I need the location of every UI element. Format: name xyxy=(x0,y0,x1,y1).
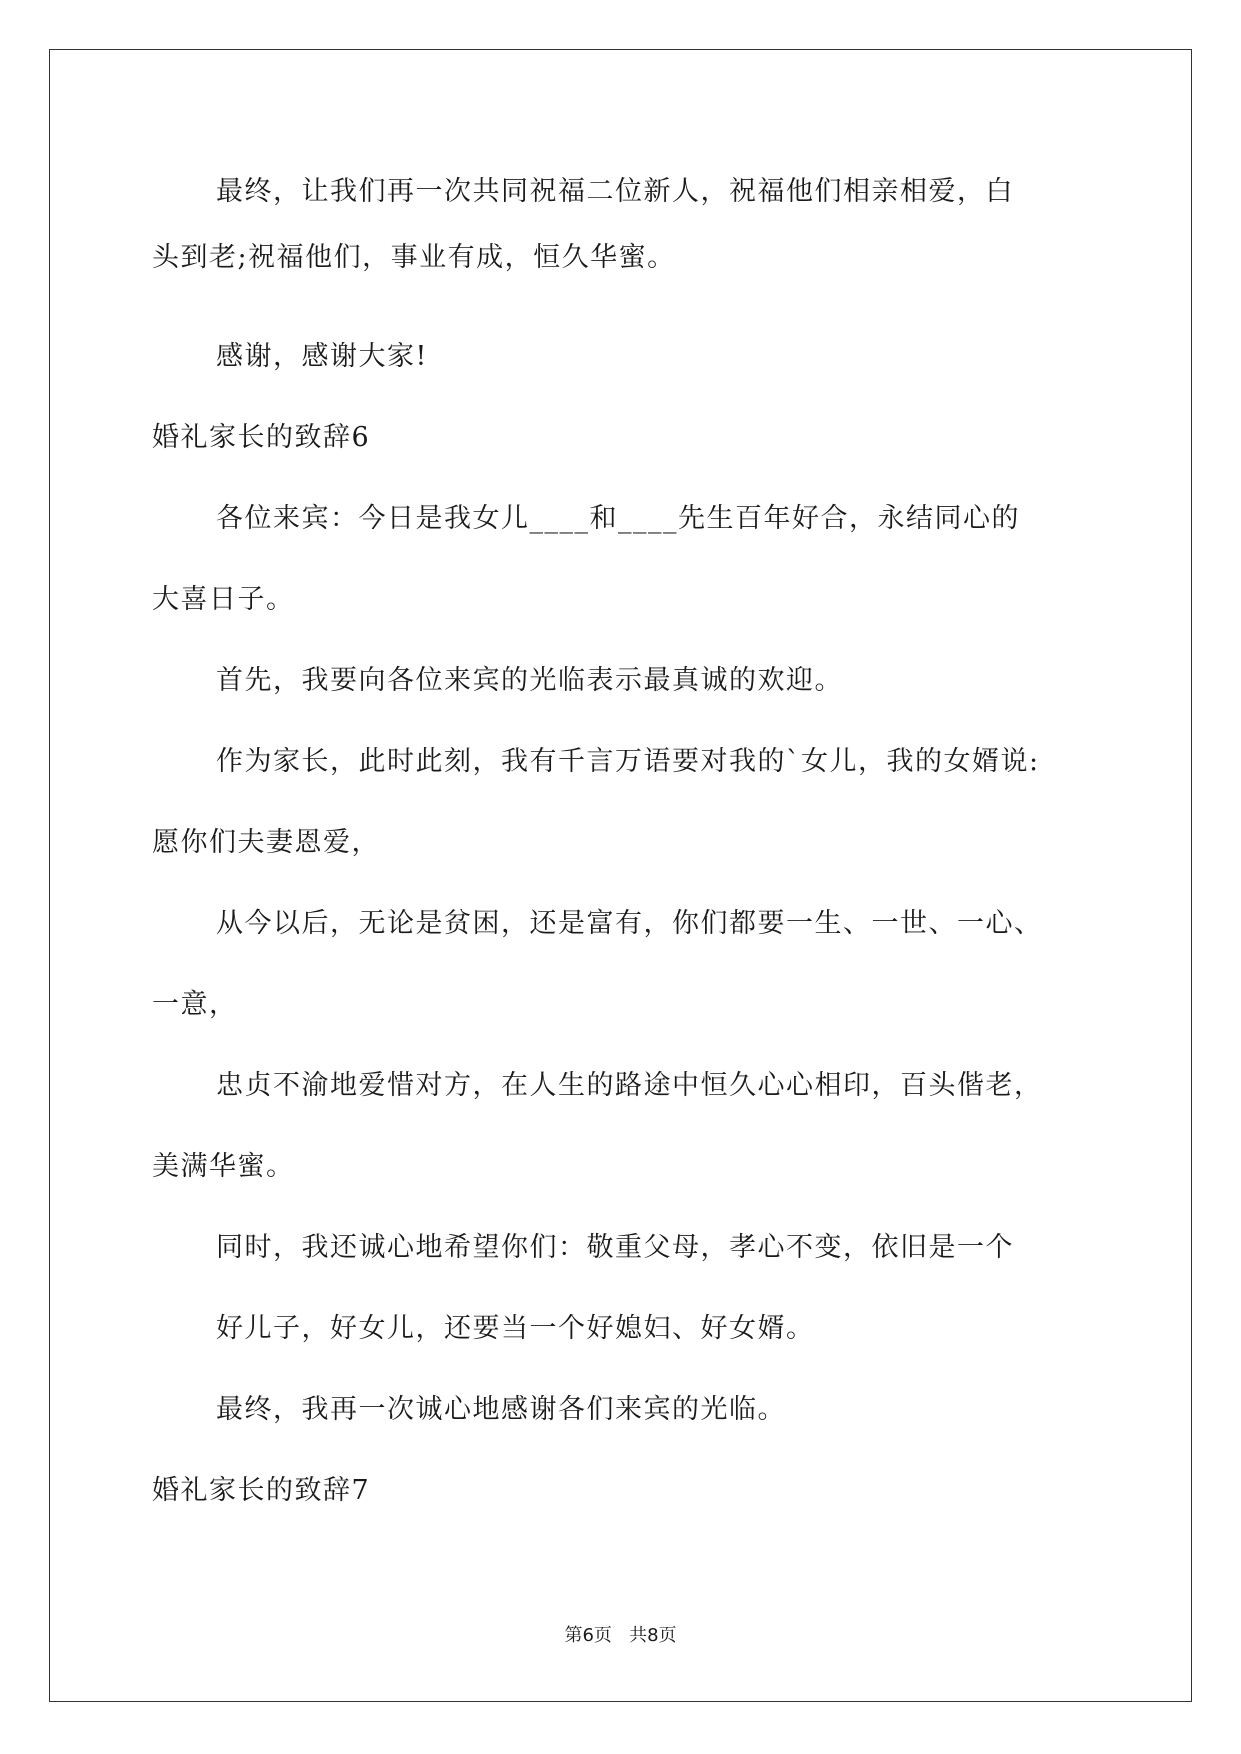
paragraph-line: 愿你们夫妻恩爱， xyxy=(152,827,380,858)
paragraph-line: 感谢，感谢大家! xyxy=(216,341,428,372)
section-heading: 婚礼家长的致辞6 xyxy=(152,422,371,453)
total-page-number: 8 xyxy=(647,1625,659,1646)
paragraph-line: 同时，我还诚心地希望你们：敬重父母，孝心不变，依旧是一个 xyxy=(216,1232,1014,1263)
paragraph-line: 最终，让我们再一次共同祝福二位新人，祝福他们相亲相爱，白 xyxy=(216,176,1014,207)
footer-suffix: 页 xyxy=(658,1625,677,1646)
paragraph-line: 头到老;祝福他们，事业有成，恒久华蜜。 xyxy=(152,242,676,273)
footer-prefix: 第 xyxy=(564,1625,583,1646)
paragraph-line: 首先，我要向各位来宾的光临表示最真诚的欢迎。 xyxy=(216,665,843,696)
paragraph-line: 作为家长，此时此刻，我有千言万语要对我的`女儿，我的女婿说: xyxy=(216,746,1040,777)
page-footer xyxy=(0,1625,1241,1647)
paragraph-line: 忠贞不渝地爱惜对方，在人生的路途中恒久心心相印，百头偕老， xyxy=(216,1070,1043,1101)
paragraph-line: 各位来宾：今日是我女儿____和____先生百年好合，永结同心的 xyxy=(216,503,1020,534)
section-heading: 婚礼家长的致辞7 xyxy=(152,1475,371,1506)
footer-mid: 页 共 xyxy=(593,1625,648,1646)
current-page-number: 6 xyxy=(582,1625,594,1646)
paragraph-line: 美满华蜜。 xyxy=(152,1151,295,1182)
paragraph-line: 最终，我再一次诚心地感谢各们来宾的光临。 xyxy=(216,1394,786,1425)
paragraph-line: 从今以后，无论是贫困，还是富有，你们都要一生、一世、一心、 xyxy=(216,908,1043,939)
paragraph-line: 一意， xyxy=(152,989,238,1020)
paragraph-line: 好儿子，好女儿，还要当一个好媳妇、好女婿。 xyxy=(216,1313,815,1344)
page-border xyxy=(49,49,1192,1702)
paragraph-line: 大喜日子。 xyxy=(152,584,295,615)
